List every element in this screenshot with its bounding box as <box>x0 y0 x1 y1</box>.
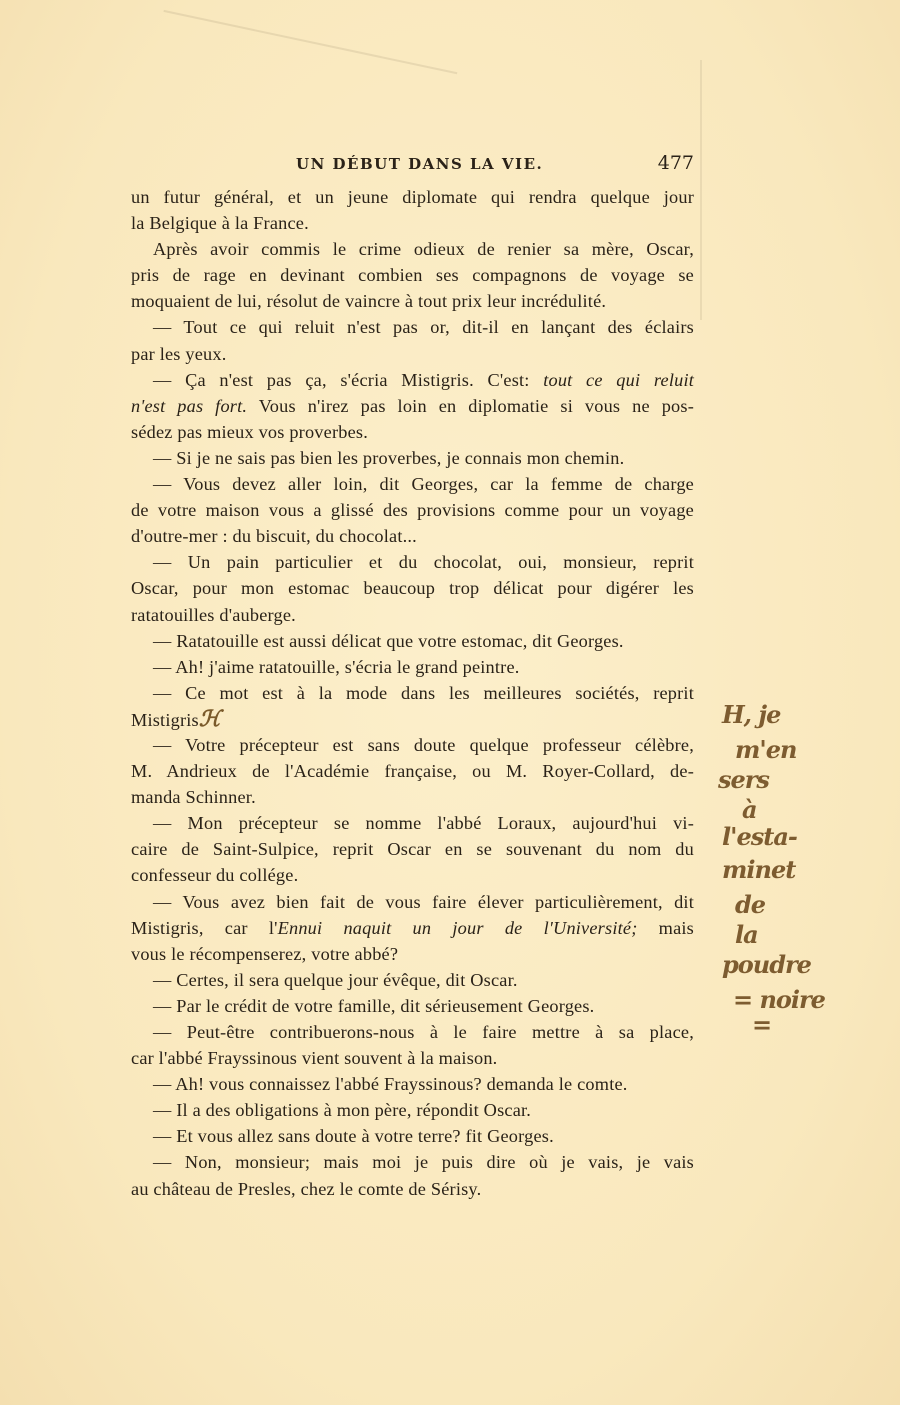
text-line <box>131 706 694 732</box>
text-segment: Mistigris, car l' <box>131 917 278 938</box>
text-segment: — Il a des obligations à mon père, répondit Oscar. <box>153 1100 532 1121</box>
text-line <box>131 862 694 888</box>
text-segment: — Si je ne sais pas bien les proverbes, je connais mon chemin. <box>153 447 625 468</box>
text-segment: moquaient de lui, résolut de vaincre à tout prix leur incrédulité. <box>131 291 607 312</box>
text-line <box>131 341 694 367</box>
text-segment: — Non, monsieur; mais moi je puis dire où je vais, je vais <box>153 1152 694 1173</box>
text-segment: vous le récompenserez, votre abbé? <box>131 943 399 964</box>
text-segment: caire de Saint-Sulpice, reprit Oscar en se souvenant du nom du <box>131 839 694 860</box>
text-segment: — Ah! vous connaissez l'abbé Frayssinous? demanda le comte. <box>153 1074 628 1095</box>
text-line <box>131 1149 694 1175</box>
text-line <box>131 575 694 601</box>
text-line <box>131 1176 694 1202</box>
text-segment: — Par le crédit de votre famille, dit sérieusement Georges. <box>153 995 595 1016</box>
page-header <box>131 152 694 178</box>
text-line <box>131 915 694 941</box>
text-line <box>131 680 694 706</box>
text-segment: — Ratatouille est aussi délicat que votre estomac, dit Georges. <box>153 630 624 651</box>
body-text <box>131 184 694 1202</box>
text-line <box>131 523 694 549</box>
text-line <box>131 236 694 262</box>
text-line <box>131 288 694 314</box>
text-line <box>131 549 694 575</box>
text-segment: — Votre précepteur est sans doute quelque professeur célèbre, <box>153 734 694 755</box>
text-segment: — Ce mot est à la mode dans les meilleures sociétés, reprit <box>153 682 694 703</box>
running-title: UN DÉBUT DANS LA VIE. <box>296 155 544 173</box>
text-segment: pris de rage en devinant combien ses compagnons de voyage se <box>131 265 694 286</box>
text-segment: — Mon précepteur se nomme l'abbé Loraux, aujourd'hui vi- <box>153 813 694 834</box>
page-number: 477 <box>657 152 694 174</box>
text-segment: car l'abbé Frayssinous vient souvent à la maison. <box>131 1048 498 1069</box>
text-line <box>131 1071 694 1097</box>
text-line <box>131 497 694 523</box>
text-line <box>131 941 694 967</box>
handwritten-annotation-line: la <box>735 920 758 949</box>
text-line <box>131 210 694 236</box>
text-line <box>131 1097 694 1123</box>
text-line <box>131 758 694 784</box>
text-line <box>131 445 694 471</box>
handwritten-annotation-line: minet <box>722 855 796 884</box>
italic-text: Ennui naquit un jour de l'Université; <box>277 917 638 938</box>
text-segment: mais <box>637 917 694 938</box>
handwritten-annotation-line: l'esta- <box>722 822 797 851</box>
text-segment: — Ah! j'aime ratatouille, s'écria le grand peintre. <box>153 656 520 677</box>
text-segment: de votre maison vous a glissé des provisions comme pour un voyage <box>131 500 694 521</box>
text-line <box>131 810 694 836</box>
handwritten-annotation-line: = <box>752 1010 772 1039</box>
text-line <box>131 889 694 915</box>
handwritten-annotation-line: poudre <box>722 950 811 979</box>
text-segment: — Certes, il sera quelque jour évêque, dit Oscar. <box>153 969 518 990</box>
text-line <box>131 732 694 758</box>
text-segment: — Vous devez aller loin, dit Georges, car la femme de charge <box>153 474 694 495</box>
text-line <box>131 1123 694 1149</box>
text-segment: la Belgique à la France. <box>131 213 309 234</box>
text-line <box>131 367 694 393</box>
text-segment: d'outre-mer : du biscuit, du chocolat... <box>131 526 417 547</box>
handwritten-annotation-line: m'en <box>735 735 797 764</box>
text-segment: Mistigris <box>131 709 199 730</box>
text-line <box>131 184 694 210</box>
text-segment: — Tout ce qui reluit n'est pas or, dit-il en lançant des éclairs <box>153 317 694 338</box>
text-segment: — Vous avez bien fait de vous faire élever particulièrement, dit <box>153 891 694 912</box>
handwritten-annotation-line: = noire <box>733 985 825 1014</box>
text-segment: ratatouilles d'auberge. <box>131 604 296 625</box>
text-line <box>131 836 694 862</box>
text-line <box>131 419 694 445</box>
text-segment: — Un pain particulier et du chocolat, oui, monsieur, reprit <box>153 552 694 573</box>
text-line <box>131 262 694 288</box>
text-line <box>131 1045 694 1071</box>
text-line <box>131 993 694 1019</box>
text-segment: confesseur du collége. <box>131 865 299 886</box>
show-through-line <box>700 60 702 320</box>
text-line <box>131 654 694 680</box>
text-segment: Oscar, pour mon estomac beaucoup trop délicat pour digérer les <box>131 578 694 599</box>
text-line <box>131 784 694 810</box>
text-segment: Vous n'irez pas loin en diplomatie si vous ne pos- <box>247 395 694 416</box>
text-segment: par les yeux. <box>131 343 227 364</box>
handwritten-insertion-mark: ℋ <box>198 705 221 732</box>
text-line <box>131 628 694 654</box>
show-through-handwriting <box>143 10 458 172</box>
text-segment: — Peut-être contribuerons-nous à le faire mettre à sa place, <box>153 1022 694 1042</box>
handwritten-annotation-line: de <box>735 890 766 919</box>
handwritten-annotation-line: sers <box>718 765 769 794</box>
text-line <box>131 393 694 419</box>
italic-text: tout ce qui reluit <box>543 369 694 390</box>
text-segment: sédez pas mieux vos proverbes. <box>131 421 368 442</box>
text-segment: manda Schinner. <box>131 787 256 808</box>
text-line <box>131 602 694 628</box>
text-segment: — Et vous allez sans doute à votre terre? fit Georges. <box>153 1126 554 1147</box>
text-segment: M. Andrieux de l'Académie française, ou M. Royer-Collard, de- <box>131 761 694 782</box>
text-segment: au château de Presles, chez le comte de Sérisy. <box>131 1178 482 1199</box>
text-line <box>131 471 694 497</box>
text-segment: un futur général, et un jeune diplomate qui rendra quelque jour <box>131 187 694 207</box>
text-line <box>131 1019 694 1045</box>
handwritten-annotation-line: à <box>742 795 757 824</box>
italic-text: n'est pas fort. <box>131 395 248 416</box>
text-segment: — Ça n'est pas ça, s'écria Mistigris. C'est: <box>153 369 544 390</box>
handwritten-annotation-line: H, je <box>722 700 781 729</box>
text-line <box>131 314 694 340</box>
text-line <box>131 967 694 993</box>
text-segment: Après avoir commis le crime odieux de renier sa mère, Oscar, <box>153 239 694 260</box>
